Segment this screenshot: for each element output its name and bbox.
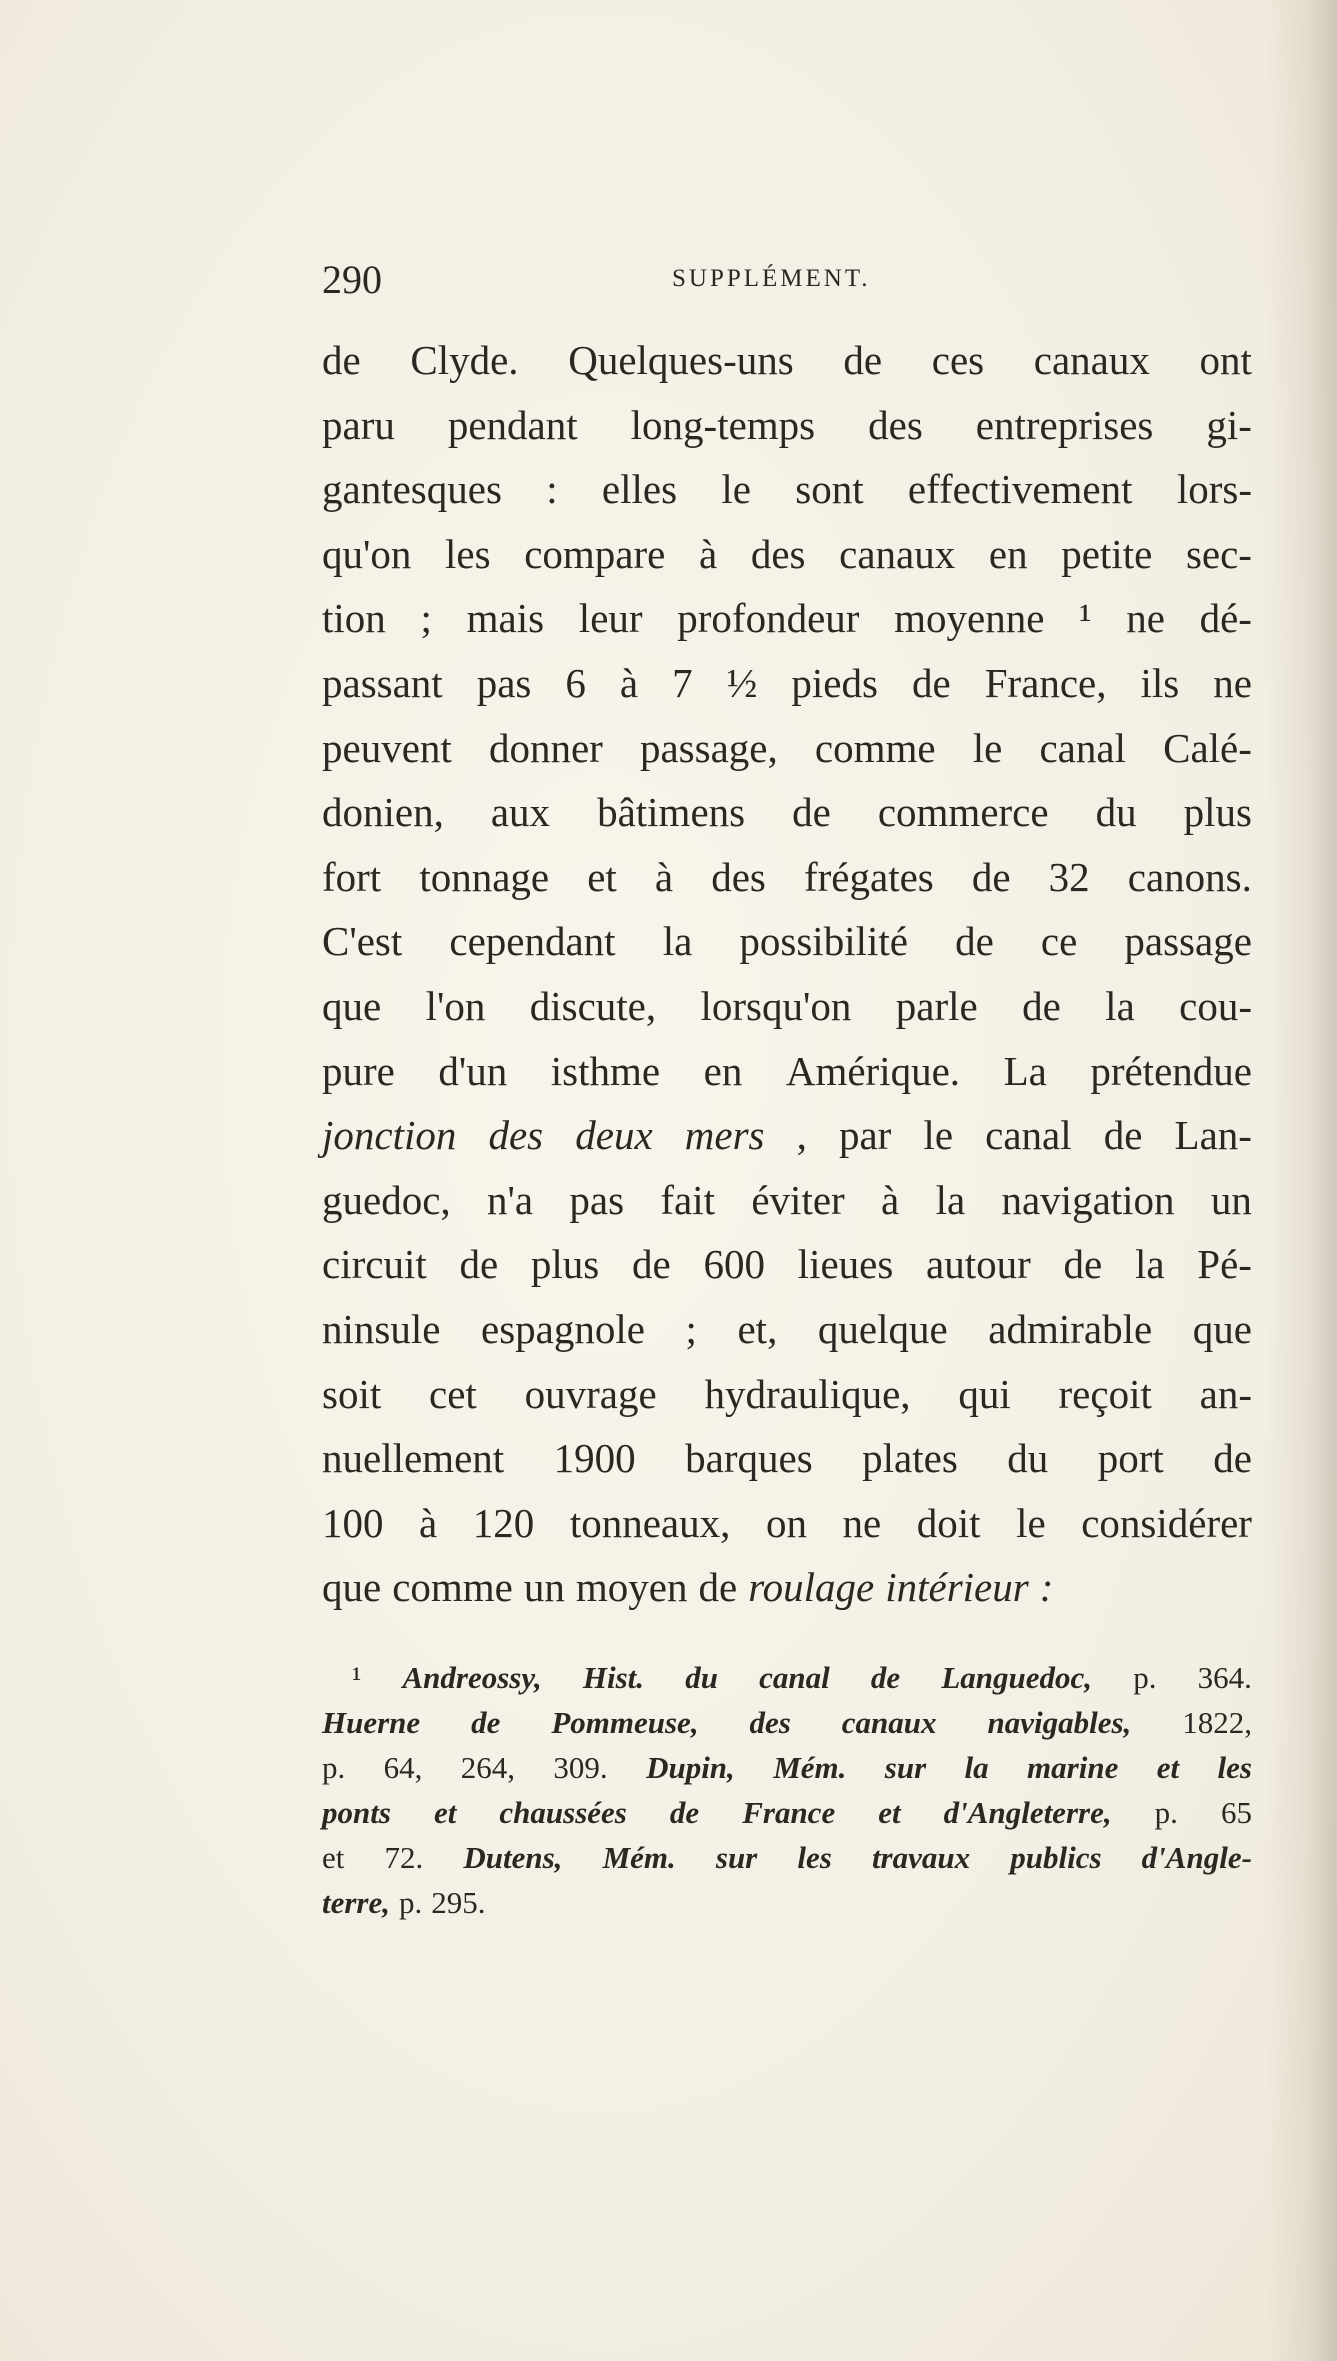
text-line [322,1555,1252,1620]
word: long-temps [630,401,816,448]
word: le [972,724,1003,771]
word: France, [984,659,1107,706]
word: de [955,918,994,965]
word: ces [931,337,985,383]
word: Pé- [1197,1241,1252,1288]
word: 32 [1048,853,1090,900]
word: des [868,401,923,448]
word: que [322,1564,382,1611]
word: sur [715,1840,758,1875]
word: Clyde. [410,337,519,383]
word: mers [684,1112,765,1159]
word: sont [795,466,864,513]
footnote-line [322,1655,1252,1700]
word: : [546,466,558,513]
word: donner [488,724,603,771]
word: Quelques-uns [568,337,794,383]
word: considérer [1081,1499,1252,1546]
word: par [838,1112,892,1159]
word: lors- [1176,466,1252,513]
word: tion [322,595,386,642]
word: Hist. [582,1660,645,1695]
word: jonction [322,1112,457,1159]
footnotes [322,1655,1252,1925]
word: n'a [486,1176,534,1223]
word: comme [392,1564,513,1611]
word: des [750,530,806,577]
word: de [1063,1241,1103,1288]
text-line [322,909,1252,974]
word: en [703,1047,743,1094]
word: France [742,1795,836,1830]
word: pure [322,1047,395,1094]
word: mais [466,595,545,642]
word: canons. [1127,853,1252,900]
word: cou- [1179,982,1252,1029]
page-header [322,255,1252,305]
word: sec- [1185,530,1252,577]
word: d'Angle- [1141,1840,1252,1875]
word: guedoc, [322,1176,451,1223]
word: , [796,1112,807,1159]
word: du [1095,789,1137,836]
text-line [322,1103,1252,1168]
word: ne [842,1499,882,1546]
word: la [662,918,693,965]
word: fait [660,1176,716,1223]
word: effectivement [907,466,1133,513]
word: compare [524,530,666,577]
word: les [445,530,491,577]
word: sur [884,1750,927,1785]
word: paru [322,401,395,448]
word: Amérique. [785,1047,961,1094]
word: navigables, [987,1705,1132,1740]
word: passage [1124,918,1252,965]
running-head: SUPPLÉMENT. [672,265,871,292]
word: canaux [841,1705,937,1740]
word: possibilité [739,918,908,965]
text-line [322,845,1252,910]
word: la [1134,1241,1165,1288]
word: canal [985,1112,1072,1159]
word: du [685,1660,718,1695]
word: ; [685,1305,697,1352]
word: et [878,1795,901,1830]
word: 72. [384,1840,424,1875]
word: moyen [575,1564,688,1611]
word: Lan- [1174,1112,1252,1159]
word: 6 [565,659,586,706]
word: Dupin, [646,1750,735,1785]
word: 295. [431,1885,486,1920]
word: Languedoc, [941,1660,1093,1695]
word: ponts [322,1795,391,1830]
word: : [1039,1564,1054,1611]
word: Dutens, [463,1840,563,1875]
word: parle [895,982,978,1029]
word: pas [569,1176,625,1223]
word: et, [737,1305,778,1352]
word: reçoit [1058,1370,1152,1417]
word: tonnage [419,853,550,900]
word: des [488,1112,544,1159]
word: lorsqu'on [700,982,852,1029]
text-line [322,974,1252,1039]
word: roulage [748,1564,875,1611]
word: de [698,1564,738,1611]
word: le [923,1112,954,1159]
word: canaux [1033,337,1150,383]
word: bâtimens [597,789,746,836]
word: isthme [550,1047,661,1094]
word: 7 [672,659,693,706]
word: dé- [1199,595,1252,642]
word: que [322,982,382,1029]
word: plus [530,1241,600,1288]
word: C'est [322,918,403,965]
word: l'on [425,982,486,1029]
word: p. [322,1750,346,1785]
footnote-line [322,1835,1252,1880]
word: la [935,1176,966,1223]
word: admirable [988,1305,1153,1352]
word: tonneaux, [569,1499,731,1546]
word: Huerne [322,1705,421,1740]
word: de [459,1241,499,1288]
word: la [964,1750,989,1785]
word: discute, [529,982,657,1029]
word: p. [1133,1660,1157,1695]
word: et [1156,1750,1180,1785]
text-line [322,1039,1252,1104]
word: ¹ [352,1660,362,1695]
word: fort [322,853,382,900]
word: 264, [460,1750,516,1785]
text-line [322,651,1252,716]
word: Mém. [773,1750,847,1785]
word: ce [1040,918,1078,965]
word: 65 [1220,1795,1252,1830]
word: de [1103,1112,1143,1159]
page-gutter-shadow [1267,0,1337,2361]
word: à [881,1176,900,1223]
word: entreprises [975,401,1154,448]
word: La [1003,1047,1047,1094]
word: 600 [703,1241,765,1288]
word: ; [420,595,432,642]
word: ¹ [1079,595,1092,642]
word: canal [759,1660,830,1695]
page-number: 290 [322,257,382,302]
word: 1900 [553,1435,636,1482]
footnote-line [322,1700,1252,1745]
word: à [699,530,718,577]
word: ½ [726,659,758,706]
word: autour [926,1241,1031,1288]
word: p. [1154,1795,1178,1830]
word: intérieur [885,1564,1029,1611]
word: gantesques [322,466,502,513]
word: éviter [751,1176,845,1223]
word: cependant [449,918,616,965]
word: prétendue [1090,1047,1252,1094]
word: ninsule [322,1305,441,1352]
text-line [322,522,1252,587]
word: de [1022,982,1061,1029]
word: de [911,659,951,706]
text-line [322,1232,1252,1297]
word: profondeur [677,595,860,642]
word: quelque [817,1305,948,1352]
word: un [1210,1176,1252,1223]
word: Andreossy, [402,1660,542,1695]
text-line [322,716,1252,781]
footnote-line [322,1745,1252,1790]
word: de [870,1660,901,1695]
word: port [1097,1435,1164,1482]
word: ne [1213,659,1252,706]
word: et [322,1840,345,1875]
word: publics [1010,1840,1102,1875]
word: 64, [383,1750,423,1785]
word: la [1105,982,1135,1029]
word: de [971,853,1011,900]
word: cet [429,1370,477,1417]
word: de [669,1795,700,1830]
word: travaux [871,1840,971,1875]
main-text [322,328,1252,1620]
word: terre, [322,1885,391,1920]
word: peuvent [322,724,452,771]
word: de [471,1705,501,1740]
word: de [322,337,361,383]
word: plates [862,1435,958,1482]
text-line [322,1362,1252,1427]
word: elles [601,466,678,513]
text-line [322,1168,1252,1233]
word: soit [322,1370,382,1417]
word: des [711,853,766,900]
text-line [322,780,1252,845]
word: petite [1061,530,1153,577]
word: 364. [1197,1660,1252,1695]
word: 120 [472,1499,535,1546]
word: leur [578,595,643,642]
word: moyenne [894,595,1045,642]
word: comme [814,724,936,771]
word: plus [1183,789,1252,836]
word: et [433,1795,457,1830]
word: donien, [322,789,444,836]
word: de [843,337,883,383]
word: doit [916,1499,981,1546]
word: gi- [1206,401,1252,448]
word: commerce [877,789,1049,836]
text-line [322,1297,1252,1362]
word: marine [1027,1750,1119,1785]
word: le [1016,1499,1046,1546]
text-line [322,1426,1252,1491]
word: d'Angleterre, [943,1795,1112,1830]
word: à [419,1499,438,1546]
word: de [792,789,831,836]
word: Calé- [1163,724,1252,771]
word: aux [490,789,551,836]
word: à [619,659,639,706]
word: passage, [639,724,778,771]
word: canaux [839,530,956,577]
word: passant [322,659,443,706]
word: circuit [322,1241,427,1288]
word: pendant [447,401,578,448]
word: ils [1140,659,1180,706]
word: et [587,853,617,900]
word: du [1007,1435,1049,1482]
word: le [721,466,751,513]
word: p. [399,1885,423,1920]
word: chaussées [499,1795,627,1830]
word: que [1192,1305,1252,1352]
word: hydraulique, [704,1370,911,1417]
word: ouvrage [524,1370,657,1417]
footnote-line [322,1880,1252,1925]
text-line [322,328,1252,393]
text-line [322,457,1252,522]
word: de [632,1241,671,1288]
text-line [322,586,1252,651]
word: pas [476,659,532,706]
word: 309. [553,1750,608,1785]
word: 1822, [1182,1705,1252,1740]
word: qu'on [322,530,412,577]
text-line [322,1491,1252,1556]
word: 100 [322,1499,384,1546]
text-line [322,393,1252,458]
word: des [749,1705,791,1740]
word: les [1217,1750,1252,1785]
word: pieds [791,659,878,706]
footnote-line [322,1790,1252,1835]
word: d'un [438,1047,508,1094]
word: Pommeuse, [551,1705,699,1740]
word: qui [958,1370,1011,1417]
word: ont [1199,337,1252,383]
word: un [523,1564,565,1611]
word: à [654,853,674,900]
word: an- [1199,1370,1252,1417]
word: les [797,1840,832,1875]
word: espagnole [481,1305,645,1352]
word: en [988,530,1028,577]
word: deux [575,1112,653,1159]
word: barques [685,1435,813,1482]
word: nuellement [322,1435,505,1482]
word: navigation [1001,1176,1175,1223]
word: de [1213,1435,1252,1482]
word: lieues [797,1241,894,1288]
word: frégates [804,853,934,900]
word: ne [1126,595,1165,642]
word: Mém. [602,1840,676,1875]
word: canal [1039,724,1126,771]
word: on [765,1499,807,1546]
